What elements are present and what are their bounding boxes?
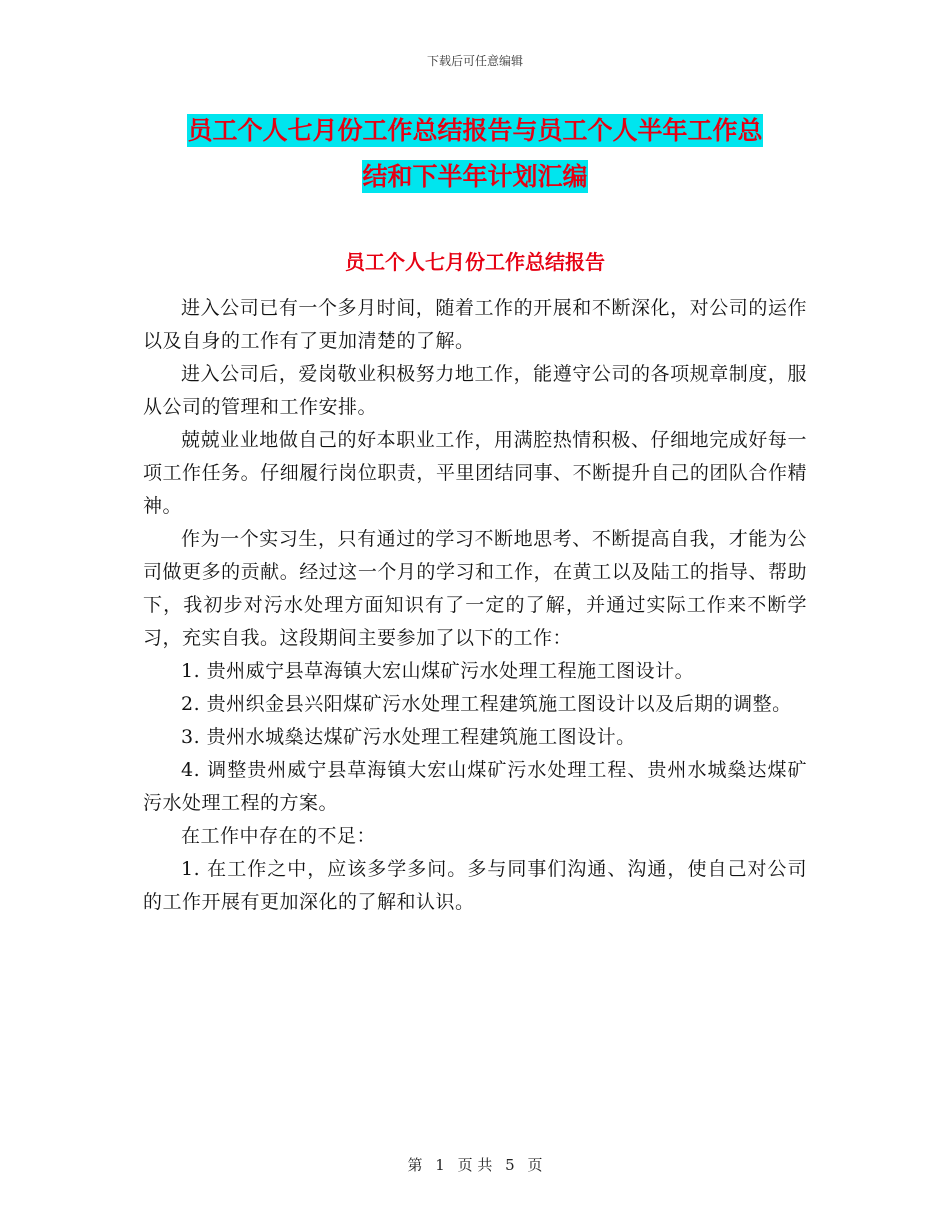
list-item: 1. 贵州威宁县草海镇大宏山煤矿污水处理工程施工图设计。 — [181, 660, 695, 682]
footer-middle: 页 共 — [457, 1156, 493, 1174]
page-footer — [0, 1154, 950, 1175]
footer-prefix: 第 — [407, 1156, 423, 1174]
header-note: 下载后可任意编辑 — [426, 54, 523, 68]
paragraph: 作为一个实习生，只有通过的学习不断地思考、不断提高自我，才能为公司做更多的贡献。经过这一个月的学习和工作，在黄工以及陆工的指导、帮助下，我初步对污水处理方面知识有了一定的了解，并通过实际工作来不断学习，充实自我。这段期间主要参加了以下的工作： — [143, 528, 807, 649]
list-item: 4. 调整贵州威宁县草海镇大宏山煤矿污水处理工程、贵州水城燊达煤矿污水处理工程的方案。 — [143, 759, 807, 814]
paragraph: 在工作中存在的不足： — [181, 825, 377, 847]
document-title — [140, 108, 810, 200]
document-title-line-2: 结和下半年计划汇编 — [362, 162, 588, 191]
paragraph: 进入公司后，爱岗敬业积极努力地工作，能遵守公司的各项规章制度，服从公司的管理和工作安排。 — [143, 363, 807, 418]
document-title-line-1: 员工个人七月份工作总结报告与员工个人半年工作总 — [187, 116, 763, 145]
current-page-number: 1 — [435, 1156, 445, 1174]
document-body — [143, 292, 807, 919]
list-item: 2. 贵州织金县兴阳煤矿污水处理工程建筑施工图设计以及后期的调整。 — [181, 693, 792, 715]
footer-suffix: 页 — [527, 1156, 543, 1174]
paragraph: 进入公司已有一个多月时间，随着工作的开展和不断深化，对公司的运作以及自身的工作有了更加清楚的了解。 — [143, 297, 807, 352]
list-item: 3. 贵州水城燊达煤矿污水处理工程建筑施工图设计。 — [181, 726, 636, 748]
list-item: 1. 在工作之中，应该多学多问。多与同事们沟通、沟通，使自己对公司的工作开展有更加深化的了解和认识。 — [143, 858, 807, 913]
total-page-number: 5 — [505, 1156, 515, 1174]
section-title: 员工个人七月份工作总结报告 — [345, 250, 605, 274]
paragraph: 兢兢业业地做自己的好本职业工作，用满腔热情积极、仔细地完成好每一项工作任务。仔细履行岗位职责，平里团结同事、不断提升自己的团队合作精神。 — [143, 429, 807, 517]
